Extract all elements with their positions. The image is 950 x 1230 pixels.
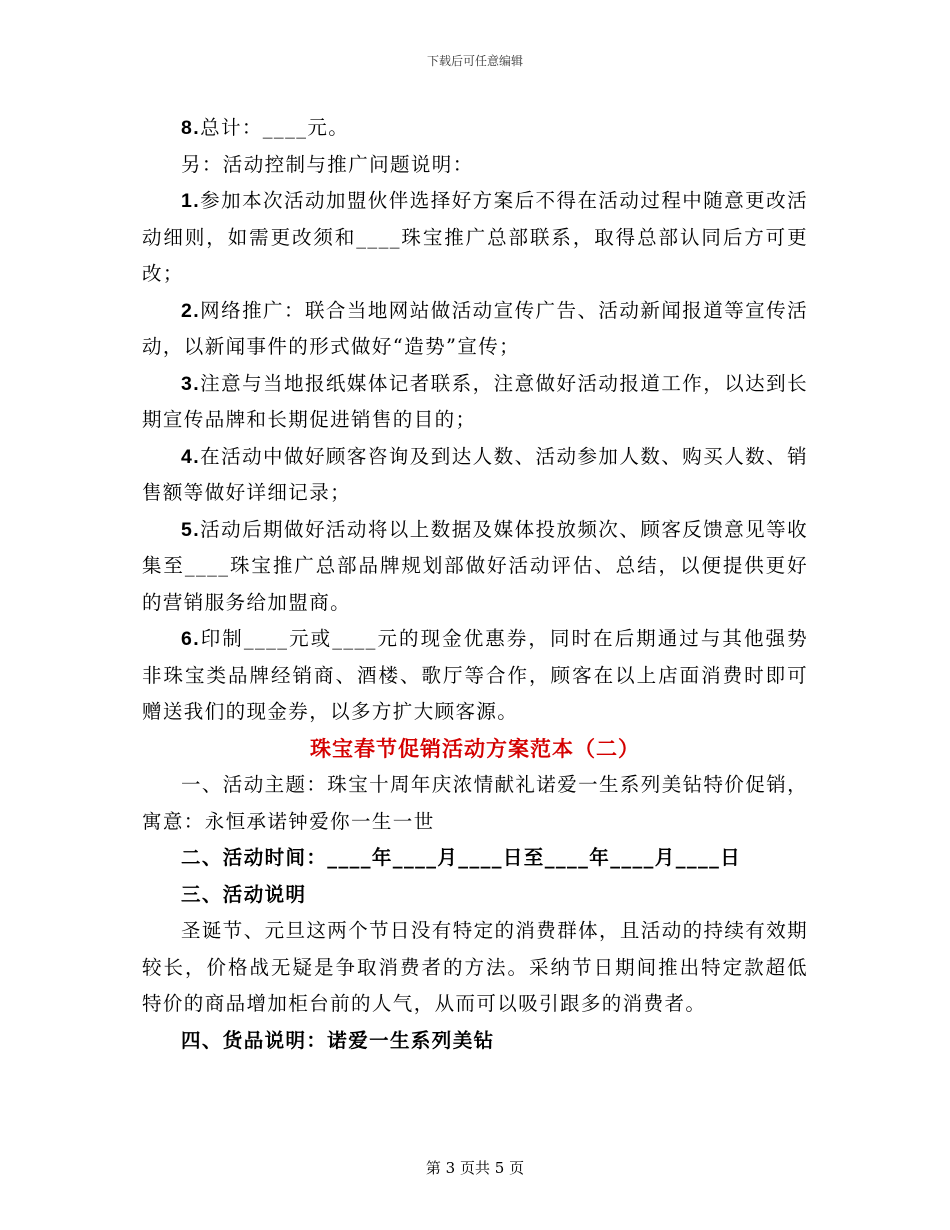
item-number: 1. [181, 190, 201, 212]
list-item [142, 183, 808, 293]
list-item [142, 439, 808, 512]
item-number: 3. [181, 372, 201, 395]
total-line [142, 110, 808, 147]
item-number: 5. [181, 518, 201, 541]
section-title: 珠宝春节促销活动方案范本（二） [310, 735, 640, 761]
list-item [142, 366, 808, 439]
list-item [142, 293, 808, 366]
note-heading: 另：活动控制与推广问题说明： [181, 152, 474, 176]
item-text: 印制____元或____元的现金优惠券，同时在后期通过与其他强势非珠宝类品牌经销商、酒楼、歌厅等合作，顾客在以上店面消费时即可赠送我们的现金券，以多方扩大顾客源。 [142, 627, 808, 723]
total-text: 总计：____元。 [200, 116, 350, 139]
theme-paragraph: 一、活动主题：珠宝十周年庆浓情献礼诺爱一生系列美钻特价促销，寓意：永恒承诺钟爱你一生一世 [142, 773, 809, 833]
item-text: 参加本次活动加盟伙伴选择好方案后不得在活动过程中随意更改活动细则，如需更改须和____珠宝推广总部联系，取得总部认同后方可更改； [142, 189, 808, 285]
list-item [142, 512, 808, 622]
goods-line: 四、货品说明：诺爱一生系列美钻 [181, 1028, 495, 1052]
item-number: 2. [181, 299, 201, 322]
item-text: 在活动中做好顾客咨询及到达人数、活动参加人数、购买人数、销售额等做好详细记录； [142, 444, 808, 504]
document-body [142, 110, 808, 1059]
explain-heading: 三、活动说明 [181, 882, 307, 906]
item-text: 注意与当地报纸媒体记者联系，注意做好活动报道工作，以达到长期宣传品牌和长期促进销售的目的； [142, 371, 808, 431]
item-number: 6. [181, 628, 201, 650]
page-header: 下载后可任意编辑 [426, 54, 523, 68]
page-footer: 第 3 页共 5 页 [425, 1159, 525, 1177]
list-item [142, 621, 808, 731]
item-number: 4. [181, 445, 201, 468]
explain-paragraph: 圣诞节、元旦这两个节日没有特定的消费群体，且活动的持续有效期较长，价格战无疑是争取消费者的方法。采纳节日期间推出特定款超低特价的商品增加柜台前的人气，从而可以吸引跟多的消费者。 [142, 919, 809, 1015]
item-number: 8. [181, 117, 201, 139]
time-line: 二、活动时间：____年____月____日至____年____月____日 [181, 846, 742, 869]
item-text: 网络推广：联合当地网站做活动宣传广告、活动新闻报道等宣传活动，以新闻事件的形式做好“造势”宣传； [142, 298, 808, 358]
item-text: 活动后期做好活动将以上数据及媒体投放频次、顾客反馈意见等收集至____珠宝推广总部品牌规划部做好活动评估、总结，以便提供更好的营销服务给加盟商。 [142, 517, 808, 614]
